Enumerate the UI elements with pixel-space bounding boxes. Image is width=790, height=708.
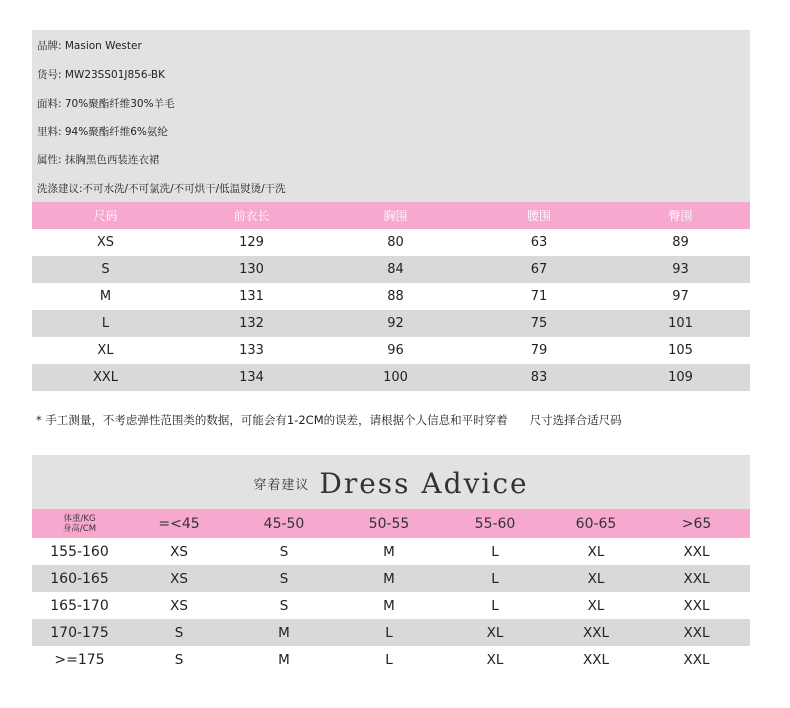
care-line: 洗涤建议:不可水洗/不可氯洗/不可烘干/低温熨烫/干洗	[37, 183, 286, 195]
table-cell: 88	[387, 289, 404, 304]
header-bust: 胸围	[324, 202, 467, 229]
table-cell: XS	[170, 543, 188, 560]
table-cell: XS	[170, 597, 188, 614]
table-cell: L	[441, 565, 549, 592]
weight-header: 55-60	[441, 509, 549, 538]
table-cell: M	[231, 619, 337, 646]
table-cell: XXL	[683, 651, 710, 668]
table-cell: 134	[179, 364, 324, 391]
table-cell: 100	[324, 364, 467, 391]
table-cell: 130	[179, 256, 324, 283]
attribute-line: 属性: 抹胸黑色西装连衣裙	[37, 154, 160, 166]
header-hip: 臀围	[611, 202, 750, 229]
table-row	[32, 592, 750, 619]
height-unit-label: 身高/CM	[62, 523, 97, 534]
lining-line: 里料: 94%聚酯纤维6%氨纶	[37, 126, 168, 138]
height-cell: 160-165	[32, 565, 127, 592]
height-cell: >=175	[54, 651, 105, 668]
table-cell: L	[491, 597, 499, 614]
table-cell: 71	[530, 289, 548, 304]
table-cell: XXL	[582, 651, 610, 668]
table-row	[32, 619, 750, 646]
advice-header-row	[32, 509, 750, 538]
weight-header: 60-65	[549, 509, 643, 538]
table-row	[32, 256, 750, 283]
size-chart-table	[32, 202, 750, 391]
table-cell: M	[99, 289, 112, 304]
weight-header: 50-55	[337, 509, 441, 538]
table-cell: M	[383, 543, 395, 560]
table-cell: 75	[467, 310, 611, 337]
table-cell: XS	[96, 235, 115, 250]
table-cell: L	[385, 651, 393, 668]
table-cell: S	[174, 651, 184, 668]
table-cell: 79	[530, 343, 548, 358]
dress-advice-title-en: Dress Advice	[319, 467, 529, 500]
header-size: 尺码	[32, 202, 179, 229]
table-cell: 96	[387, 343, 404, 358]
table-cell: 132	[179, 310, 324, 337]
weight-unit-label: 体重/KG	[63, 513, 96, 524]
table-cell: 89	[672, 235, 689, 250]
table-cell: S	[127, 619, 231, 646]
table-row	[32, 538, 750, 565]
height-cell: 165-170	[50, 597, 109, 614]
table-cell: XXL	[683, 597, 710, 614]
table-cell: XL	[549, 565, 643, 592]
fabric-line: 面料: 70%聚酯纤维30%羊毛	[37, 98, 175, 110]
table-row	[32, 646, 750, 673]
table-cell: XXL	[32, 364, 179, 391]
table-cell: XL	[441, 619, 549, 646]
weight-header: >65	[643, 509, 750, 538]
dress-advice-table	[32, 509, 750, 673]
table-cell: 133	[239, 343, 264, 358]
table-cell: 109	[611, 364, 750, 391]
table-cell: M	[383, 597, 395, 614]
table-cell: XL	[587, 543, 605, 560]
table-row	[32, 565, 750, 592]
table-row	[32, 310, 750, 337]
table-row	[32, 229, 750, 256]
table-cell: XS	[127, 565, 231, 592]
table-cell: 84	[324, 256, 467, 283]
table-cell: S	[32, 256, 179, 283]
table-row	[32, 364, 750, 391]
table-cell: L	[32, 310, 179, 337]
table-cell: 83	[467, 364, 611, 391]
weight-header: =<45	[127, 509, 231, 538]
table-cell: 105	[668, 343, 693, 358]
corner-header	[32, 509, 127, 538]
table-cell: 97	[672, 289, 689, 304]
size-chart-header-row	[32, 202, 750, 229]
table-cell: XXL	[643, 619, 750, 646]
table-cell: 129	[239, 235, 264, 250]
item-number-line: 货号: MW23SS01J856-BK	[37, 69, 166, 81]
table-cell: S	[279, 597, 289, 614]
table-cell: 101	[611, 310, 750, 337]
brand-line: 品牌: Masion Wester	[37, 40, 142, 52]
header-waist: 腰围	[467, 202, 611, 229]
table-cell: 80	[387, 235, 404, 250]
table-row	[32, 283, 750, 310]
header-front-length: 前衣长	[179, 202, 324, 229]
table-cell: 93	[611, 256, 750, 283]
table-cell: 67	[467, 256, 611, 283]
table-cell: XXL	[683, 543, 710, 560]
weight-header: 45-50	[231, 509, 337, 538]
table-cell: M	[278, 651, 290, 668]
table-cell: L	[491, 543, 499, 560]
height-cell: 170-175	[32, 619, 127, 646]
table-cell: M	[337, 565, 441, 592]
dress-advice-title	[253, 467, 528, 500]
product-info-panel	[32, 30, 750, 202]
table-cell: S	[231, 565, 337, 592]
dress-advice-title-cn: 穿着建议	[253, 478, 310, 493]
table-cell: XXL	[643, 565, 750, 592]
table-cell: XXL	[549, 619, 643, 646]
table-cell: L	[337, 619, 441, 646]
table-cell: S	[279, 543, 289, 560]
height-cell: 155-160	[50, 543, 109, 560]
table-cell: 63	[530, 235, 548, 250]
table-cell: 92	[324, 310, 467, 337]
table-cell: XL	[97, 343, 114, 358]
table-row	[32, 337, 750, 364]
measurement-note: * 手工测量，不考虑弹性范围类的数据，可能会有1-2CM的误差，请根据个人信息和平时穿着 尺寸选择合适尺码	[36, 413, 622, 427]
table-cell: XL	[587, 597, 605, 614]
table-cell: 131	[239, 289, 264, 304]
table-cell: XL	[486, 651, 504, 668]
dress-advice-banner	[32, 455, 750, 509]
